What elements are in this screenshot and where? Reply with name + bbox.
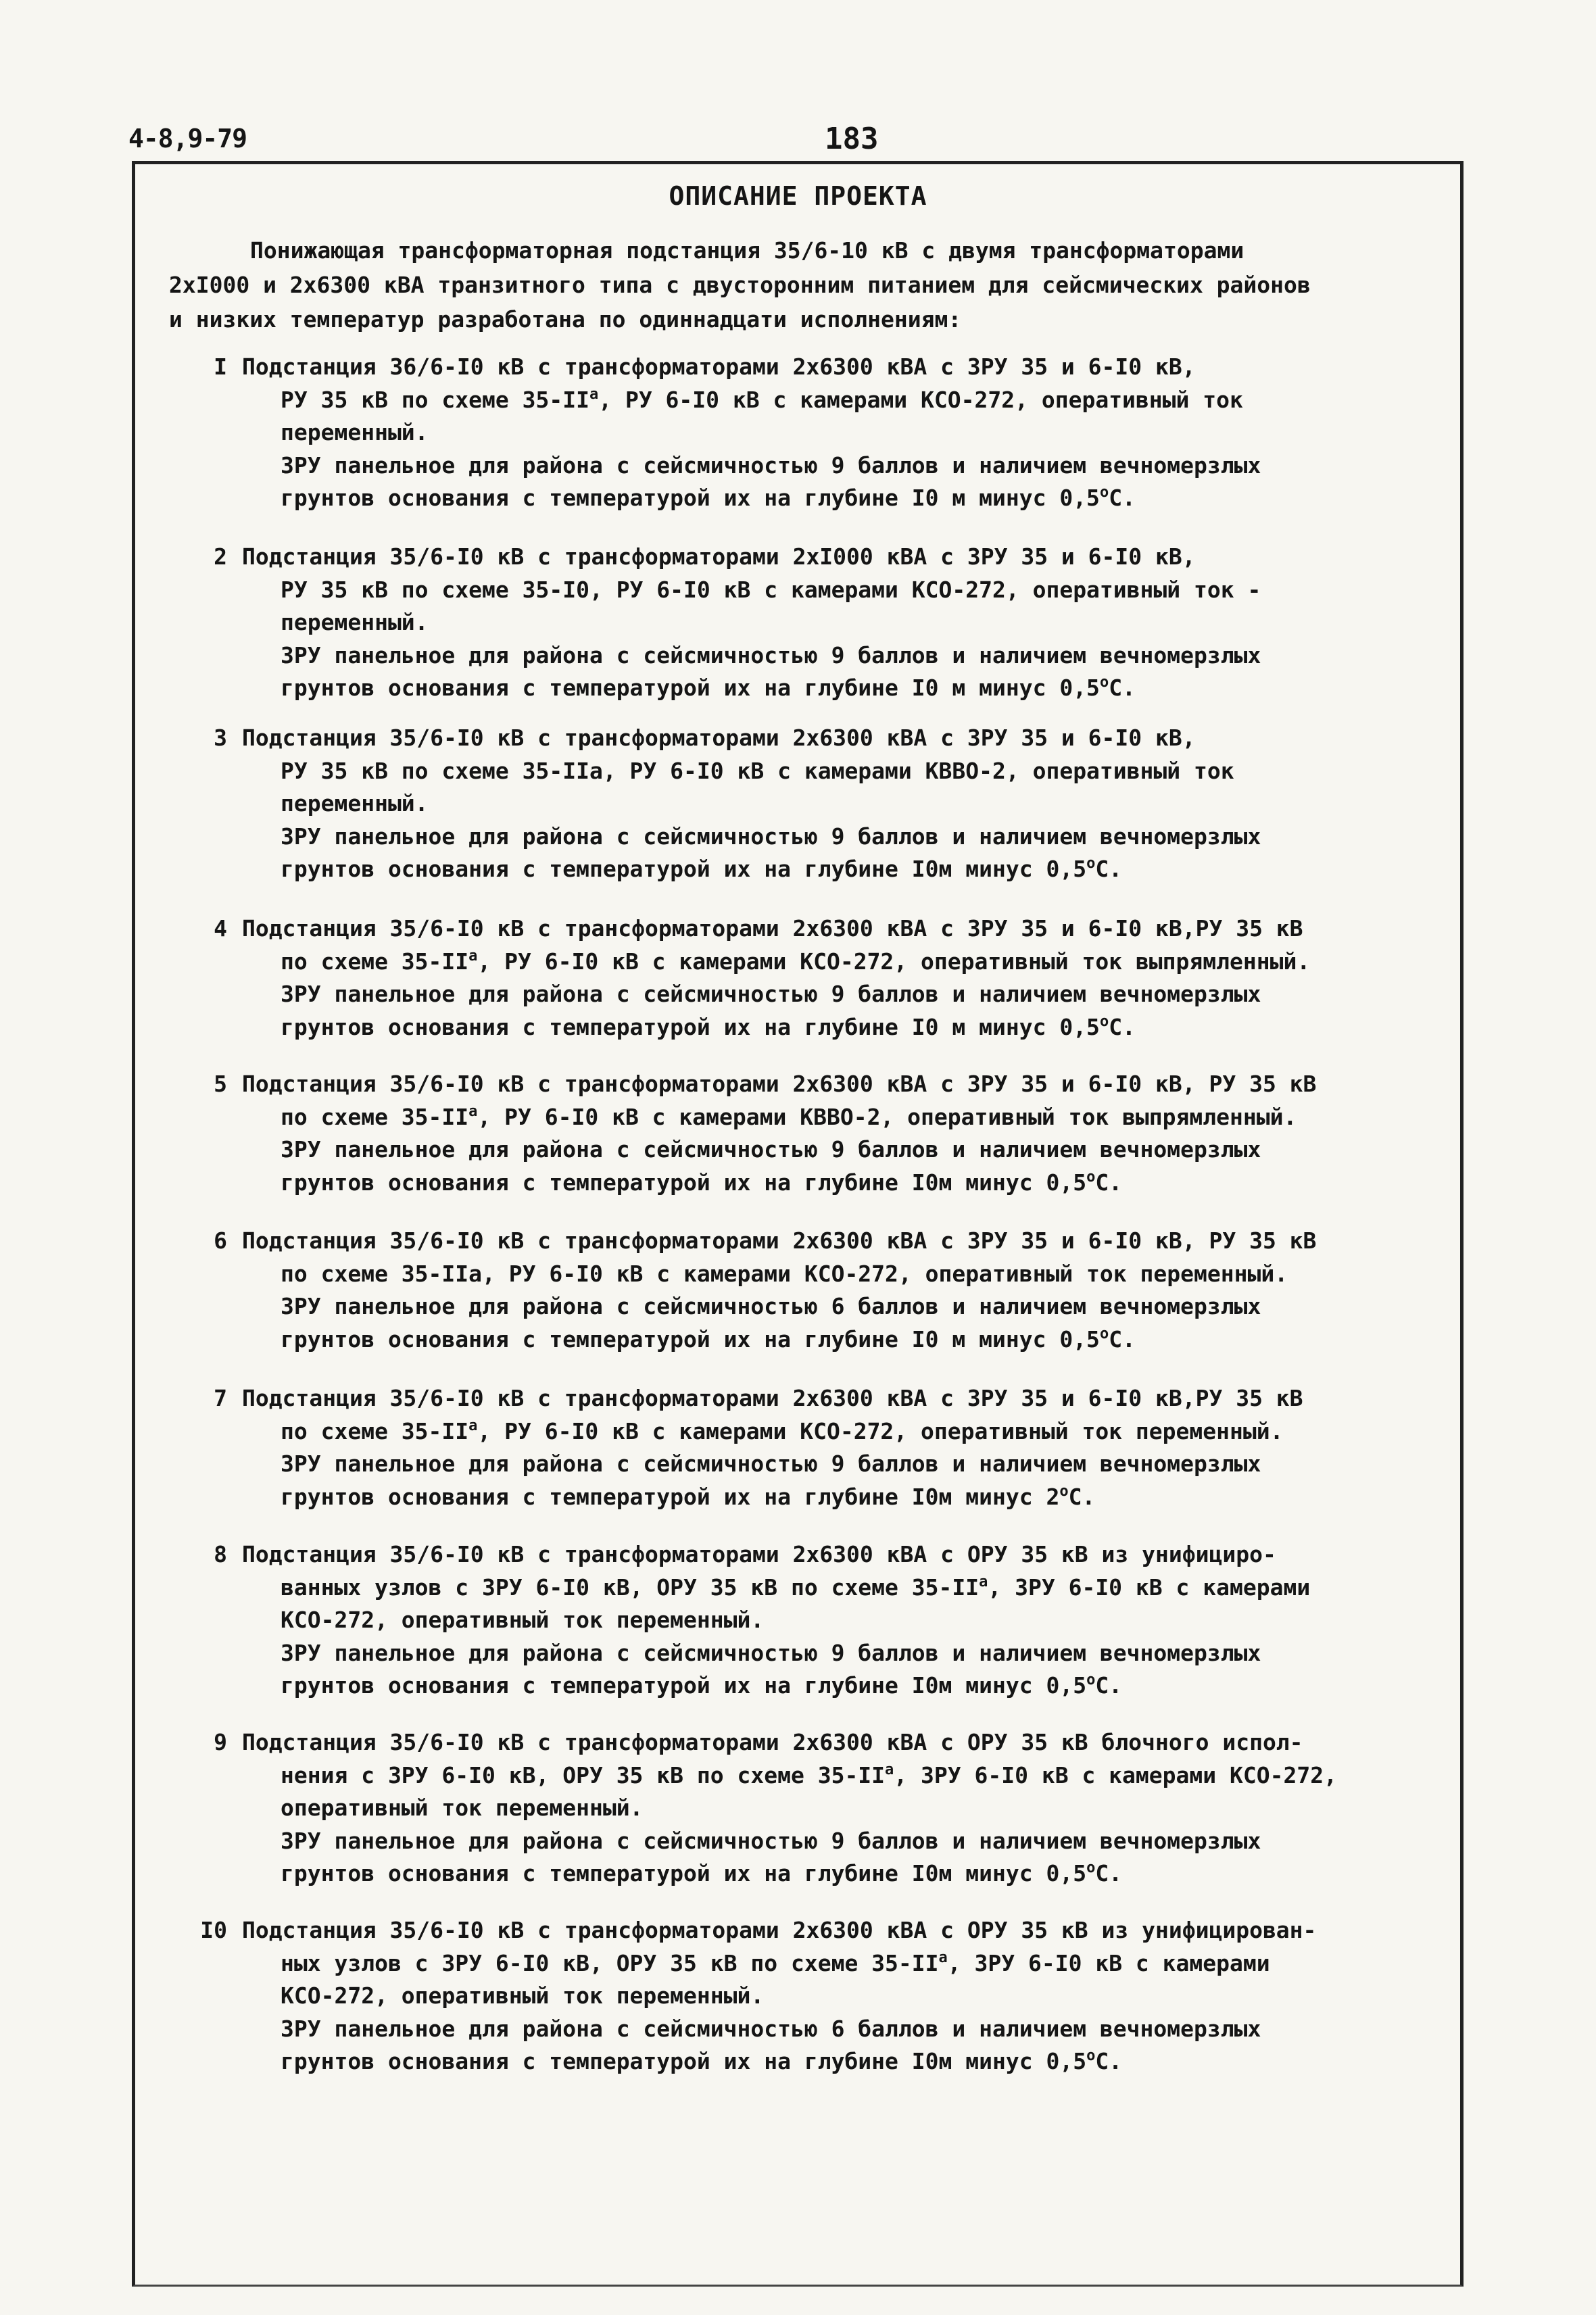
item-line: Подстанция 35/6-I0 кВ с трансформаторами 2х6300 кВА с ЗРУ 35 и 6-I0 кВ, <box>242 725 1196 751</box>
item-line: Подстанция 35/6-I0 кВ с трансформаторами 2х6300 кВА с ОРУ 35 кВ блочного испол- <box>242 1729 1303 1755</box>
variant-item-6 <box>214 1225 1440 1356</box>
item-line: по схеме $35-II^а$, РУ 6-I0 кВ с камерами КСО-272, оперативный ток выпрямленный. <box>281 947 1311 975</box>
variant-item-8 <box>214 1538 1440 1703</box>
item-line: ЗРУ панельное для района с сейсмичностью 6 баллов и наличием вечномерзлых <box>281 2015 1261 2042</box>
item-line: грунтов основания с температурой их на глубине I0м минус $0,5^оС$. <box>281 1672 1123 1699</box>
item-line: грунтов основания с температурой их на глубине I0м минус $2^оС$. <box>281 1482 1096 1510</box>
doc-code: 4-8,9-79 <box>128 124 247 153</box>
page-title: ОПИСАНИЕ ПРОЕКТА <box>669 181 927 211</box>
item-line: РУ 35 кВ по схеме 35-I0, РУ 6-I0 кВ с камерами КСО-272, оперативный ток - <box>281 576 1261 603</box>
item-line: Подстанция 35/6-I0 кВ с трансформаторами 2х6300 кВА с ЗРУ 35 и 6-I0 кВ,РУ 35 кВ <box>242 1385 1303 1411</box>
item-line: КСО-272, оперативный ток переменный. <box>281 1982 765 2009</box>
variant-number: I0 <box>200 1917 227 1943</box>
item-line: оперативный ток переменный. <box>281 1795 644 1821</box>
item-line: РУ 35 кВ по схеме 35-IIа, РУ 6-I0 кВ с камерами КВВО-2, оперативный ток <box>281 757 1234 784</box>
item-line: Подстанция 35/6-I0 кВ с трансформаторами 2х6300 кВА с ОРУ 35 кВ из унифициро- <box>242 1541 1276 1567</box>
item-line: переменный. <box>281 419 429 445</box>
variant-item-2 <box>214 541 1440 705</box>
variant-item-3 <box>214 722 1440 886</box>
item-line: ЗРУ панельное для района с сейсмичностью 9 баллов и наличием вечномерзлых <box>281 981 1261 1007</box>
variant-number: 9 <box>214 1729 227 1755</box>
item-line: грунтов основания с температурой их на глубине I0 м минус $0,5^оС$. <box>281 674 1136 701</box>
item-line: КСО-272, оперативный ток переменный. <box>281 1607 765 1633</box>
variant-number: 2 <box>214 543 227 570</box>
item-line: грунтов основания с температурой их на глубине I0м минус $0,5^оС$. <box>281 2047 1123 2074</box>
item-line: по схеме 35-IIа, РУ 6-I0 кВ с камерами КСО-272, оперативный ток переменный. <box>281 1260 1288 1287</box>
intro-line: и низких температур разработана по одиннадцати исполнениям: <box>169 306 962 333</box>
item-line: переменный. <box>281 609 429 635</box>
item-line: ЗРУ панельное для района с сейсмичностью 9 баллов и наличием вечномерзлых <box>281 641 1261 668</box>
intro-paragraph <box>169 233 1426 337</box>
item-line: грунтов основания с температурой их на глубине I0 м минус $0,5^оС$. <box>281 1013 1136 1040</box>
item-line: ЗРУ панельное для района с сейсмичностью 9 баллов и наличием вечномерзлых <box>281 452 1261 479</box>
item-line: грунтов основания с температурой их на глубине I0м минус $0,5^оС$. <box>281 1168 1123 1196</box>
variant-number: 3 <box>214 725 227 751</box>
variant-number: I <box>214 354 227 380</box>
variant-number: 5 <box>214 1071 227 1097</box>
variant-item-10 <box>200 1914 1440 2078</box>
intro-line: 2хI000 и 2х6300 кВА транзитного типа с двусторонним питанием для сейсмических районов <box>169 272 1311 298</box>
item-line: Подстанция 35/6-I0 кВ с трансформаторами 2х6300 кВА с ЗРУ 35 и 6-I0 кВ, РУ 35 кВ <box>242 1227 1317 1254</box>
item-line: Подстанция 35/6-I0 кВ с трансформаторами 2хI000 кВА с ЗРУ 35 и 6-I0 кВ, <box>242 543 1196 570</box>
variant-item-9 <box>214 1726 1440 1891</box>
item-line: грунтов основания с температурой их на глубине I0м минус $0,5^оС$. <box>281 1859 1123 1886</box>
variant-number: 4 <box>214 915 227 942</box>
item-line: ЗРУ панельное для района с сейсмичностью 9 баллов и наличием вечномерзлых <box>281 823 1261 850</box>
variant-number: 6 <box>214 1227 227 1254</box>
intro-line: Понижающая трансформаторная подстанция 35/6-10 кВ с двумя трансформаторами <box>250 237 1244 264</box>
item-line: по схеме $35-II^а$, РУ 6-I0 кВ с камерами КВВО-2, оперативный ток выпрямленный. <box>281 1102 1297 1130</box>
item-line: ЗРУ панельное для района с сейсмичностью 9 баллов и наличием вечномерзлых <box>281 1639 1261 1666</box>
item-line: Подстанция 35/6-I0 кВ с трансформаторами 2х6300 кВА с ЗРУ 35 и 6-I0 кВ,РУ 35 кВ <box>242 915 1303 942</box>
item-line: по схеме $35-II^а$, РУ 6-I0 кВ с камерами КСО-272, оперативный ток переменный. <box>281 1417 1284 1444</box>
variant-item-1 <box>214 351 1440 515</box>
variant-number: 8 <box>214 1541 227 1567</box>
variant-item-5 <box>214 1068 1440 1199</box>
item-line: ных узлов с ЗРУ 6-I0 кВ, ОРУ 35 кВ по схеме $35-II^а$, ЗРУ 6-I0 кВ с камерами <box>281 1949 1270 1976</box>
item-line: грунтов основания с температурой их на глубине I0 м минус $0,5^оС$. <box>281 484 1136 511</box>
item-line: Подстанция 35/6-I0 кВ с трансформаторами 2х6300 кВА с ОРУ 35 кВ из унифицирован- <box>242 1917 1317 1943</box>
item-line: Подстанция 35/6-I0 кВ с трансформаторами 2х6300 кВА с ЗРУ 35 и 6-I0 кВ, РУ 35 кВ <box>242 1071 1317 1097</box>
item-line: РУ 35 кВ по схеме $35-II^a$, РУ 6-I0 кВ с камерами КСО-272, оперативный ток <box>281 385 1243 413</box>
page-number: 183 <box>825 122 879 156</box>
item-line: переменный. <box>281 790 429 817</box>
item-line: ЗРУ панельное для района с сейсмичностью 6 баллов и наличием вечномерзлых <box>281 1293 1261 1319</box>
item-line: Подстанция 36/6-I0 кВ с трансформаторами 2х6300 кВА с ЗРУ 35 и 6-I0 кВ, <box>242 354 1196 380</box>
item-line: ЗРУ панельное для района с сейсмичностью 9 баллов и наличием вечномерзлых <box>281 1136 1261 1163</box>
item-line: грунтов основания с температурой их на глубине I0м минус $0,5^оС$. <box>281 855 1123 882</box>
item-line: грунтов основания с температурой их на глубине I0 м минус $0,5^оС$. <box>281 1325 1136 1353</box>
item-line: ванных узлов с ЗРУ 6-I0 кВ, ОРУ 35 кВ по схеме $35-II^а$, ЗРУ 6-I0 кВ с камерами <box>281 1573 1311 1601</box>
variant-number: 7 <box>214 1385 227 1411</box>
item-line: нения с ЗРУ 6-I0 кВ, ОРУ 35 кВ по схеме $35-II^а$, ЗРУ 6-I0 кВ с камерами КСО-272, <box>281 1761 1337 1788</box>
variant-item-4 <box>214 912 1440 1044</box>
variant-item-7 <box>214 1382 1440 1513</box>
item-line: ЗРУ панельное для района с сейсмичностью 9 баллов и наличием вечномерзлых <box>281 1451 1261 1477</box>
item-line: ЗРУ панельное для района с сейсмичностью 9 баллов и наличием вечномерзлых <box>281 1827 1261 1854</box>
